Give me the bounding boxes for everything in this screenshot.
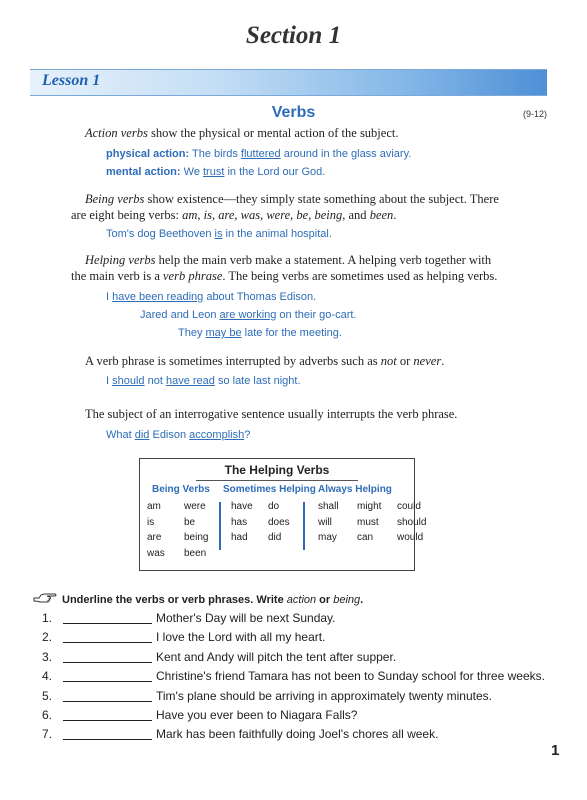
answer-blank[interactable] (63, 708, 152, 721)
grade-code: (9-12) (523, 109, 548, 119)
column-divider-1 (219, 502, 221, 550)
example-question: What did Edison accomplish? (106, 429, 251, 441)
exercise-instruction: Underline the verbs or verb phrases. Write action or being. (62, 594, 364, 606)
pointing-hand-icon (33, 590, 59, 609)
example-physical: physical action: The birds fluttered around in the glass aviary. (106, 148, 412, 160)
answer-blank[interactable] (63, 630, 152, 643)
example-helping-2: Jared and Leon are working on their go-cart. (140, 309, 357, 321)
being-verbs-col-a: am is are was (147, 501, 165, 559)
example-being: Tom's dog Beethoven is in the animal hospital. (106, 228, 332, 240)
header-sometimes-helping: Sometimes Helping (223, 484, 316, 495)
answer-blank[interactable] (63, 689, 152, 702)
answer-blank[interactable] (63, 727, 152, 740)
always-helping-col-c: could should would (397, 501, 427, 543)
example-helping-1: I have been reading about Thomas Edison. (106, 291, 317, 303)
example-helping-3: They may be late for the meeting. (178, 327, 342, 339)
example-mental: mental action: We trust in the Lord our God. (106, 166, 326, 178)
term-action-verbs: Action verbs (85, 126, 148, 140)
page-title: Verbs (271, 104, 316, 121)
header-being-verbs: Being Verbs (152, 484, 210, 495)
table-title-rule (196, 480, 358, 481)
being-verbs-paragraph-line1: Being verbs show existence—they simply state something about the subject. There (85, 192, 499, 206)
helping-verbs-paragraph-line1: Helping verbs help the main verb make a statement. A helping verb together with (85, 253, 492, 267)
answer-blank[interactable] (63, 611, 152, 624)
header-always-helping: Always Helping (318, 484, 392, 495)
action-verbs-paragraph: Action verbs show the physical or mental action of the subject. (85, 126, 399, 140)
section-title: Section 1 (245, 22, 342, 49)
lesson-bar (30, 69, 547, 96)
always-helping-col-b: might must can (357, 501, 382, 543)
being-verbs-paragraph-line2: are eight being verbs: am, is, are, was, were, be, being, and been. (71, 208, 397, 222)
interrupted-paragraph: A verb phrase is sometimes interrupted by adverbs such as not or never. (85, 354, 445, 368)
interrogative-paragraph: The subject of an interrogative sentence usually interrupts the verb phrase. (85, 407, 458, 421)
being-verbs-col-b: were be being been (184, 501, 209, 559)
always-helping-col-a: shall will may (318, 501, 339, 543)
example-interrupted: I should not have read so late last night. (106, 375, 301, 387)
lesson-label: Lesson 1 (42, 72, 101, 89)
helping-verbs-table-title: The Helping Verbs (224, 463, 330, 477)
helping-verbs-paragraph-line2: the main verb is a verb phrase. The being verbs are sometimes used as helping verbs. (71, 269, 498, 283)
page-number: 1 (551, 742, 560, 759)
answer-blank[interactable] (63, 650, 152, 663)
sometimes-helping-col-a: have has had (231, 501, 253, 543)
sometimes-helping-col-b: do does did (268, 501, 290, 543)
column-divider-2 (303, 502, 305, 550)
answer-blank[interactable] (63, 669, 152, 682)
